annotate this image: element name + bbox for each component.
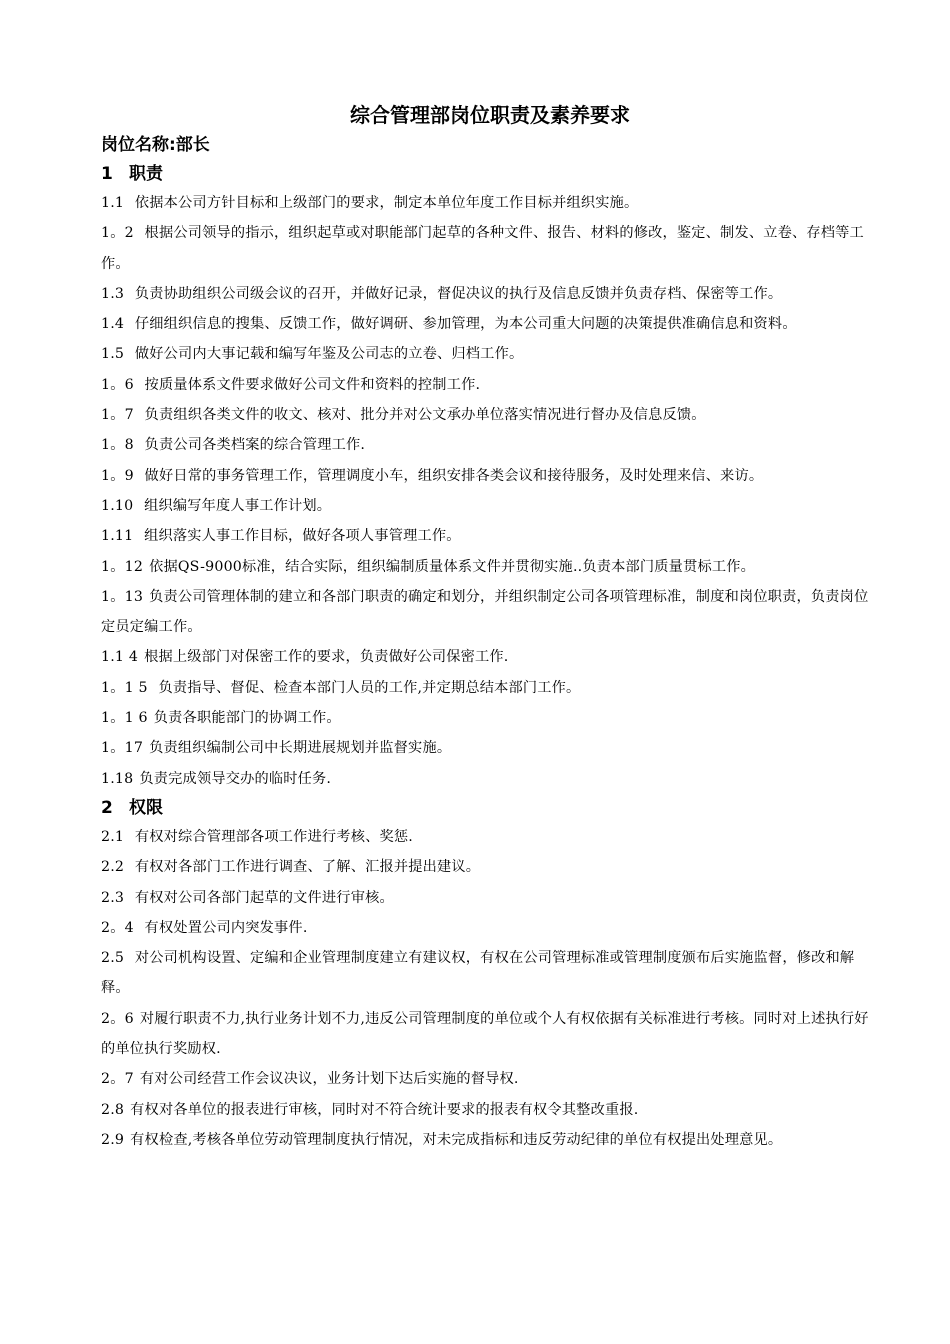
clause-number: 1。17 xyxy=(101,740,144,757)
clause-text: 有权对公司各部门起草的文件进行审核。 xyxy=(130,889,394,906)
clause-text: 有权处置公司内突发事件. xyxy=(139,919,308,936)
clause-item xyxy=(101,703,879,733)
clause-text: 有权对各单位的报表进行审核，同时对不符合统计要求的报表有权令其整改重报. xyxy=(130,1101,639,1118)
clause-item xyxy=(101,279,879,309)
clause-number: 2.5 xyxy=(101,950,125,967)
clause-text: 仔细组织信息的搜集、反馈工作，做好调研、参加管理，为本公司重大问题的决策提供准确信息和资料。 xyxy=(130,316,797,333)
clause-item xyxy=(101,309,879,339)
clause-item xyxy=(101,521,879,551)
clause-item xyxy=(101,852,879,882)
clause-item xyxy=(101,822,879,852)
clause-number: 1.11 xyxy=(101,528,134,545)
clause-number: 1.18 xyxy=(101,770,134,787)
clause-text: 对公司机构设置、定编和企业管理制度建立有建议权，有权在公司管理标准或管理制度颁布后实施监督，修改和解释。 xyxy=(101,950,855,997)
clause-text: 负责完成领导交办的临时任务. xyxy=(139,770,332,787)
document-body xyxy=(101,160,879,1155)
clause-number: 1。7 xyxy=(101,407,134,424)
clause-item xyxy=(101,582,879,643)
clause-text: 负责各职能部门的协调工作。 xyxy=(153,710,341,727)
clause-text: 有权对综合管理部各项工作进行考核、奖惩. xyxy=(130,828,413,845)
clause-text: 负责指导、督促、检查本部门人员的工作,并定期总结本部门工作。 xyxy=(153,679,581,696)
clause-number: 1。8 xyxy=(101,437,134,454)
clause-item xyxy=(101,188,879,218)
document-page xyxy=(101,100,879,1155)
section-number: 2 xyxy=(101,797,113,818)
clause-text: 负责公司各类档案的综合管理工作. xyxy=(139,437,366,454)
clause-number: 1.1 xyxy=(101,195,125,211)
clause-item xyxy=(101,430,879,460)
section-heading xyxy=(101,160,879,188)
clause-number: 1。13 xyxy=(101,588,144,605)
clause-item xyxy=(101,218,879,279)
clause-text: 有权检查,考核各单位劳动管理制度执行情况，对未完成指标和违反劳动纪律的单位有权提出处理意见。 xyxy=(130,1131,783,1148)
clause-text: 负责协助组织公司级会议的召开，并做好记录，督促决议的执行及信息反馈并负责存档、保密等工作。 xyxy=(130,285,783,302)
clause-item xyxy=(101,491,879,521)
document-title: 综合管理部岗位职责及素养要求 xyxy=(350,103,630,127)
clause-number: 1。9 xyxy=(101,467,134,484)
clause-item xyxy=(101,764,879,794)
clause-item xyxy=(101,461,879,491)
clause-item xyxy=(101,552,879,582)
clause-item xyxy=(101,642,879,672)
clause-number: 1。6 xyxy=(101,376,134,393)
clause-text: 有对公司经营工作会议决议，业务计划下达后实施的督导权. xyxy=(139,1071,519,1088)
clause-number: 2.1 xyxy=(101,828,125,845)
clause-item xyxy=(101,883,879,913)
section-title: 权限 xyxy=(129,797,163,818)
clause-number: 2.9 xyxy=(101,1131,125,1148)
clause-text: 有权对各部门工作进行调查、了解、汇报并提出建议。 xyxy=(130,859,481,876)
clause-number: 2。7 xyxy=(101,1071,134,1088)
clause-text: 对履行职责不力,执行业务计划不力,违反公司管理制度的单位或个人有权依据有关标准进行考核。同时对上述执行好的单位执行奖励权. xyxy=(101,1010,869,1058)
clause-item xyxy=(101,733,879,763)
clause-number: 2。4 xyxy=(101,919,134,936)
clause-item xyxy=(101,1095,879,1125)
clause-number: 2.8 xyxy=(101,1101,125,1118)
clause-item xyxy=(101,943,879,1004)
clause-number: 1.4 xyxy=(101,316,125,333)
clause-text: 根据上级部门对保密工作的要求，负责做好公司保密工作. xyxy=(144,649,509,666)
clause-item xyxy=(101,400,879,430)
position-name: 岗位名称:部长 xyxy=(101,135,210,155)
clause-number: 1。12 xyxy=(101,558,144,575)
clause-number: 1。1 6 xyxy=(101,710,148,727)
clause-item xyxy=(101,370,879,400)
clause-text: 做好公司内大事记载和编写年鉴及公司志的立卷、归档工作。 xyxy=(130,346,524,363)
clause-text: 做好日常的事务管理工作，管理调度小车，组织安排各类会议和接待服务，及时处理来信、来访。 xyxy=(139,467,764,484)
clause-text: 按质量体系文件要求做好公司文件和资料的控制工作. xyxy=(139,376,481,393)
section-number: 1 xyxy=(101,164,113,184)
clause-text: 根据公司领导的指示，组织起草或对职能部门起草的各种文件、报告、材料的修改，鉴定、制发、立卷、存档等工作。 xyxy=(101,225,864,272)
clause-number: 1。1 5 xyxy=(101,679,148,696)
clause-number: 1.5 xyxy=(101,346,125,363)
clause-text: 负责公司管理体制的建立和各部门职责的确定和划分，并组织制定公司各项管理标准，制度和岗位职责，负责岗位定员定编工作。 xyxy=(101,588,869,636)
clause-text: 组织编写年度人事工作计划。 xyxy=(139,497,332,514)
clause-number: 2.3 xyxy=(101,889,125,906)
clause-item xyxy=(101,1125,879,1155)
clause-text: 依据QS-9000标准，结合实际，组织编制质量体系文件并贯彻实施..负责本部门质量贯标工作。 xyxy=(149,558,756,575)
clause-number: 1。2 xyxy=(101,225,134,242)
clause-text: 负责组织编制公司中长期进展规划并监督实施。 xyxy=(149,740,452,757)
clause-number: 1.10 xyxy=(101,497,134,514)
clause-item xyxy=(101,339,879,369)
clause-number: 1.3 xyxy=(101,285,125,302)
clause-text: 负责组织各类文件的收文、核对、批分并对公文承办单位落实情况进行督办及信息反馈。 xyxy=(139,407,706,424)
clause-number: 1.1 4 xyxy=(101,649,139,666)
clause-text: 依据本公司方针目标和上级部门的要求，制定本单位年度工作目标并组织实施。 xyxy=(130,195,639,211)
clause-item xyxy=(101,913,879,943)
clause-text: 组织落实人事工作目标，做好各项人事管理工作。 xyxy=(139,528,461,545)
section-heading xyxy=(101,794,879,822)
clause-number: 2。6 xyxy=(101,1010,134,1027)
section-title: 职责 xyxy=(129,164,163,184)
clause-item xyxy=(101,1064,879,1094)
clause-number: 2.2 xyxy=(101,859,125,876)
clause-item xyxy=(101,1004,879,1065)
clause-item xyxy=(101,673,879,703)
